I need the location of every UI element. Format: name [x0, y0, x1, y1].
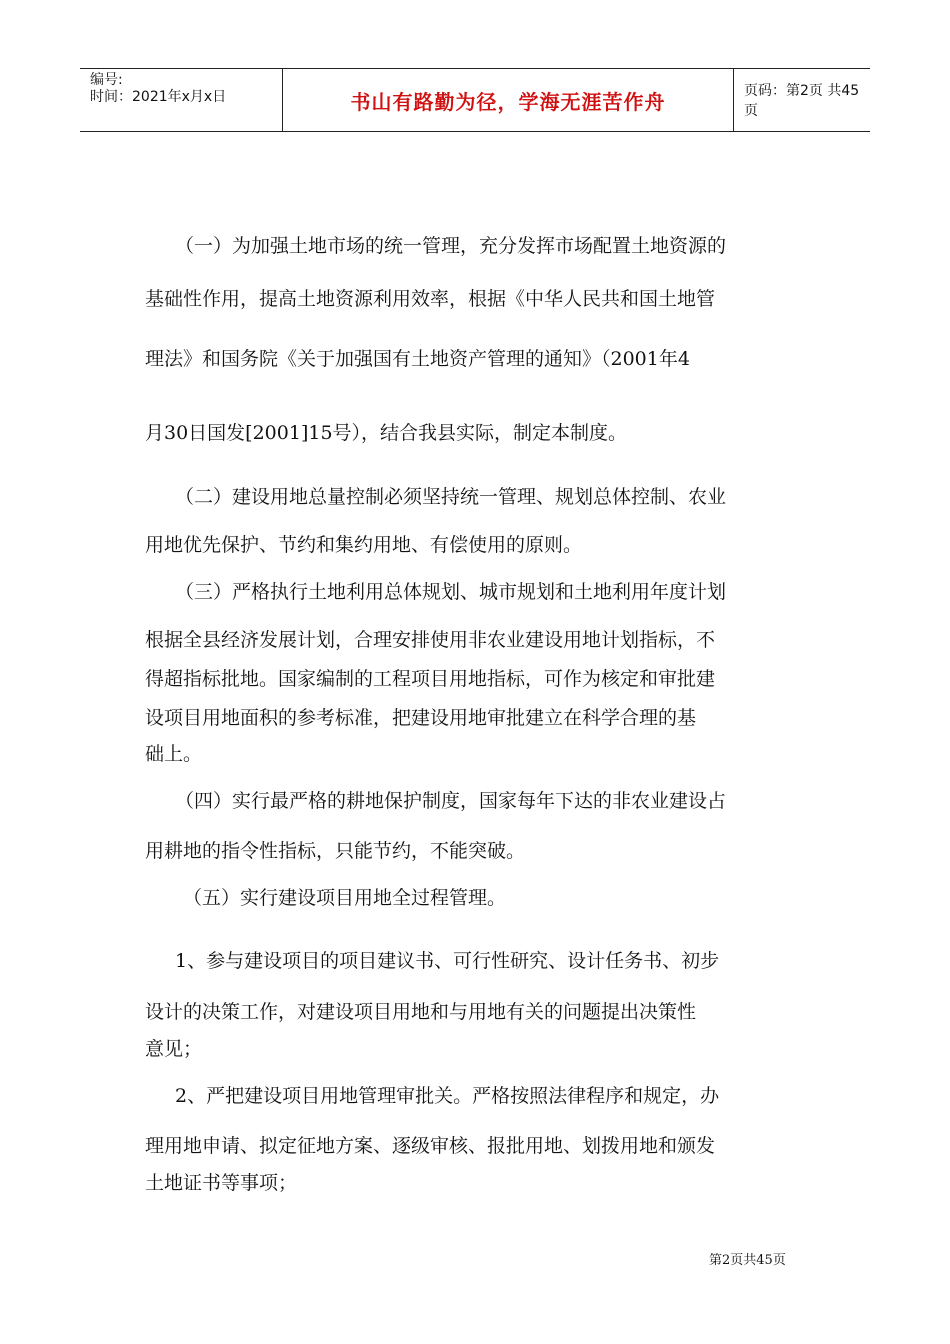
- text-line: 用耕地的指令性指标，只能节约，不能突破。: [145, 840, 526, 862]
- text-line: 根据全县经济发展计划，合理安排使用非农业建设用地计划指标，不: [145, 629, 716, 651]
- text-line: 理法》和国务院《关于加强国有土地资产管理的通知》（2001年4: [145, 348, 690, 370]
- text-line: （二）建设用地总量控制必须坚持统一管理、规划总体控制、农业: [175, 486, 727, 508]
- page-footer: 第2页共45页: [709, 1253, 786, 1268]
- header-page-info: 页码：第2页 共45页: [744, 83, 860, 119]
- text-line: （四）实行最严格的耕地保护制度，国家每年下达的非农业建设占: [175, 790, 727, 812]
- text-line: 设计的决策工作，对建设项目用地和与用地有关的问题提出决策性: [145, 1001, 697, 1023]
- text-line: 基础性作用，提高土地资源利用效率，根据《中华人民共和国土地管: [145, 288, 716, 310]
- text-line: （一）为加强土地市场的统一管理，充分发挥市场配置土地资源的: [175, 235, 727, 257]
- text-line: 用地优先保护、节约和集约用地、有偿使用的原则。: [145, 534, 583, 556]
- text-line: 意见；: [145, 1038, 203, 1060]
- text-line: 月30日国发[2001]15号），结合我县实际，制定本制度。: [145, 422, 628, 444]
- number-label: 编号:: [90, 72, 123, 88]
- time-label: 时间：2021年x月x日: [90, 89, 227, 105]
- text-line: 土地证书等事项；: [145, 1172, 298, 1194]
- text-line: （三）严格执行土地利用总体规划、城市规划和土地利用年度计划: [175, 581, 727, 603]
- text-line: 2、严把建设项目用地管理审批关。严格按照法律程序和规定，办: [175, 1085, 720, 1107]
- header-motto: 书山有路勤为径，学海无涯苦作舟: [282, 69, 734, 131]
- text-line: 得超指标批地。国家编制的工程项目用地指标，可作为核定和审批建: [145, 668, 716, 690]
- text-line: 1、参与建设项目的项目建议书、可行性研究、设计任务书、初步: [175, 950, 720, 972]
- page-header: [80, 68, 870, 132]
- text-line: 理用地申请、拟定征地方案、逐级审核、报批用地、划拨用地和颁发: [145, 1135, 716, 1157]
- header-meta: [80, 69, 282, 131]
- text-line: （五）实行建设项目用地全过程管理。: [183, 887, 507, 909]
- text-line: 设项目用地面积的参考标准，把建设用地审批建立在科学合理的基: [145, 707, 697, 729]
- text-line: 础上。: [145, 743, 203, 765]
